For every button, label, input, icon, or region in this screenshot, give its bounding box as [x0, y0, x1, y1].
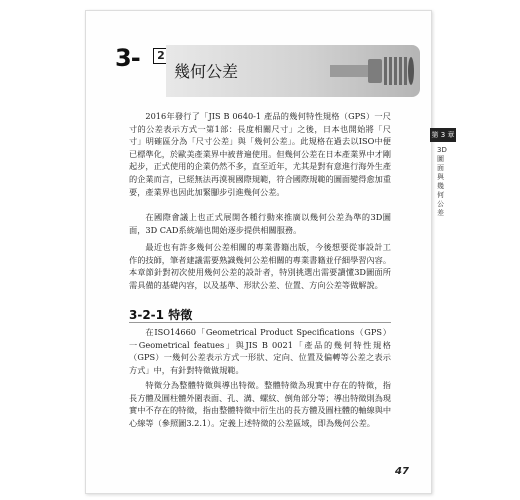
section-title-banner — [166, 45, 420, 97]
mechanical-part-icon — [328, 53, 414, 89]
paragraph-3: 最近也有許多幾何公差相關的專業書籍出版，今後想要從事設計工作的技師，筆者建議需要熟識幾何公差相關的專業書籍並仔細學習內容。本章節針對初次使用幾何公差的設計者，特別挑選出需要讀懂3D圖面所需具備的基礎內容，以及基準、形狀公差、位置、方向公差等做解說。 — [129, 242, 392, 290]
section-sub-number: 2 — [153, 48, 169, 64]
subsection-heading: 3-2-1 特徵 — [129, 308, 193, 322]
paragraph-5: 特徵分為整體特徵與導出特徵。整體特徵為現實中存在的特徵，指長方體及圓柱體外圍表面、孔、溝、螺紋、倒角部分等；導出特徵則為現實中不存在的特徵，指由整體特徵中衍生出的長方體及圓柱體的軸線與中心線等（參照圖3.2.1）。定義上述特徵的公差區域，即為幾何公差。 — [129, 380, 392, 428]
chapter-side-title: 3D圖面與幾何公差 — [437, 146, 447, 217]
page-number: 47 — [395, 466, 409, 477]
subsection-divider — [129, 322, 391, 323]
paragraph-4: 在ISO14660「Geometrical Product Specifications（GPS）一Geometrical featues」與JIS B 0021「產品的幾何特性規格（GPS）一幾何公差表示方式一形狀、定向、位置及偏轉等公差之表示方式」中，有針對特徵做規範。 — [129, 327, 391, 375]
section-title: 幾何公差 — [174, 62, 239, 81]
paragraph-1: 2016年發行了「JIS B 0640-1 產品的幾何特性規格（GPS）一尺寸的公差表示方式一第1部：長度相關尺寸」之後，日本也開始將「尺寸」明確區分為「尺寸公差」與「幾何公差」。此規格在過去以ISO中便已標準化，於歐美產業界中被普遍使用。但幾何公差在日本產業界中才剛起步，正式使用的企業仍然不多，直至近年，尤其是對有意進行海外生產的企業而言，已經無法再漠視國際規範，符合國際規範的圖面變得愈加重要，產業界也因此加緊腳步引進幾何公差。 — [129, 111, 392, 197]
paragraph-2: 在國際會議上也正式展開各種行動來推廣以幾何公差為準的3D圖面，3D CAD系統端也開始逐步提供相關服務。 — [129, 212, 391, 235]
chapter-tab: 第 3 章 — [430, 128, 456, 142]
section-number: 3- — [115, 44, 140, 72]
